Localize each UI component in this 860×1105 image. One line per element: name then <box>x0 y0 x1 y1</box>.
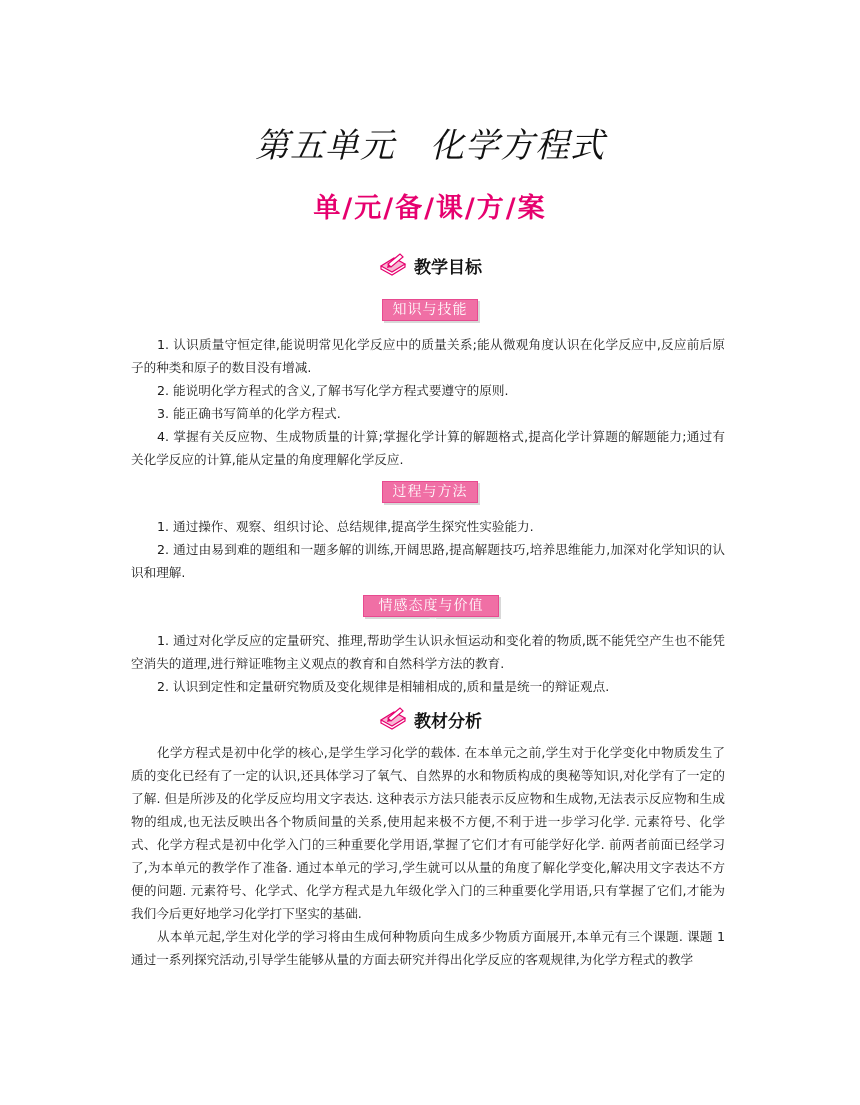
process-item-1: 1. 通过操作、观察、组织讨论、总结规律,提高学生探究性实验能力. <box>157 519 534 534</box>
knowledge-item-3: 3. 能正确书写简单的化学方程式. <box>157 406 341 421</box>
knowledge-skills-tag: 知识与技能 <box>382 299 478 321</box>
knowledge-item-4: 4. 掌握有关反应物、生成物质量的计算;掌握化学计算的解题格式,提高化学计算题的解题能力;通过有关化学反应的计算,能从定量的角度理解化学反应. <box>131 429 725 467</box>
teaching-goals-heading-text: 教学目标 <box>414 257 482 278</box>
analysis-paragraph-1: 化学方程式是初中化学的核心,是学生学习化学的载体. 在本单元之前,学生对于化学变化中物质发生了质的变化已经有了一定的认识,还具体学习了氧气、自然界的水和物质构成的奥秘等知识,对化学有了一定的了解. 但是所涉及的化学反应均用文字表达. 这种表示方法只能表示反应物和生成物,无法表示反应物和生成物的组成,也无法反映出各个物质间量的关系,使用起来极不方便,不利于进一步学习化学. 元素符号、化学式、化学方程式是初中化学入门的三种重要化学用语,掌握了它们才有可能学好化学. 前两者前面已经学习了,为本单元的教学作了准备. 通过本单元的学习,学生就可以从量的角度了解化学变化,解决用文字表达不方便的问题. 元素符号、化学式、化学方程式是九年级化学入门的三种重要化学用语,只有掌握了它们,才能为我们今后更好地学习化学打下坚实的基础. <box>131 745 725 921</box>
analysis-paragraph-2: 从本单元起,学生对化学的学习将由生成何种物质向生成多少物质方面展开,本单元有三个课题. 课题 1 通过一系列探究活动,引导学生能够从量的方面去研究并得出化学反应的客观规律,为化学方程式的教学 <box>131 929 725 967</box>
process-item-2: 2. 通过由易到难的题组和一题多解的训练,开阔思路,提高解题技巧,培养思维能力,加深对化学知识的认识和理解. <box>131 542 725 580</box>
values-attitude-tag: 情感态度与价值观 <box>363 595 499 617</box>
knowledge-item-2: 2. 能说明化学方程式的含义,了解书写化学方程式要遵守的原则. <box>157 383 509 398</box>
values-item-1: 1. 通过对化学反应的定量研究、推理,帮助学生认识永恒运动和变化着的物质,既不能凭空产生也不能凭空消失的道理,进行辩证唯物主义观点的教育和自然科学方法的教育. <box>131 633 725 671</box>
unit-title: 第五单元 化学方程式 <box>255 126 605 166</box>
book-pencil-icon <box>378 706 408 732</box>
process-method-tag: 过程与方法 <box>382 481 478 503</box>
teaching-goals-heading <box>0 252 860 278</box>
values-item-2: 2. 认识到定性和定量研究物质及变化规律是相辅相成的,质和量是统一的辩证观点. <box>157 679 610 694</box>
book-pencil-icon <box>378 252 408 278</box>
knowledge-item-1: 1. 认识质量守恒定律,能说明常见化学反应中的质量关系;能从微观角度认识在化学反应中,反应前后原子的种类和原子的数目没有增减. <box>131 337 725 375</box>
material-analysis-heading-text: 教材分析 <box>414 711 482 732</box>
plan-title: 单/元/备/课/方/案 <box>313 193 547 224</box>
material-analysis-heading <box>0 706 860 732</box>
